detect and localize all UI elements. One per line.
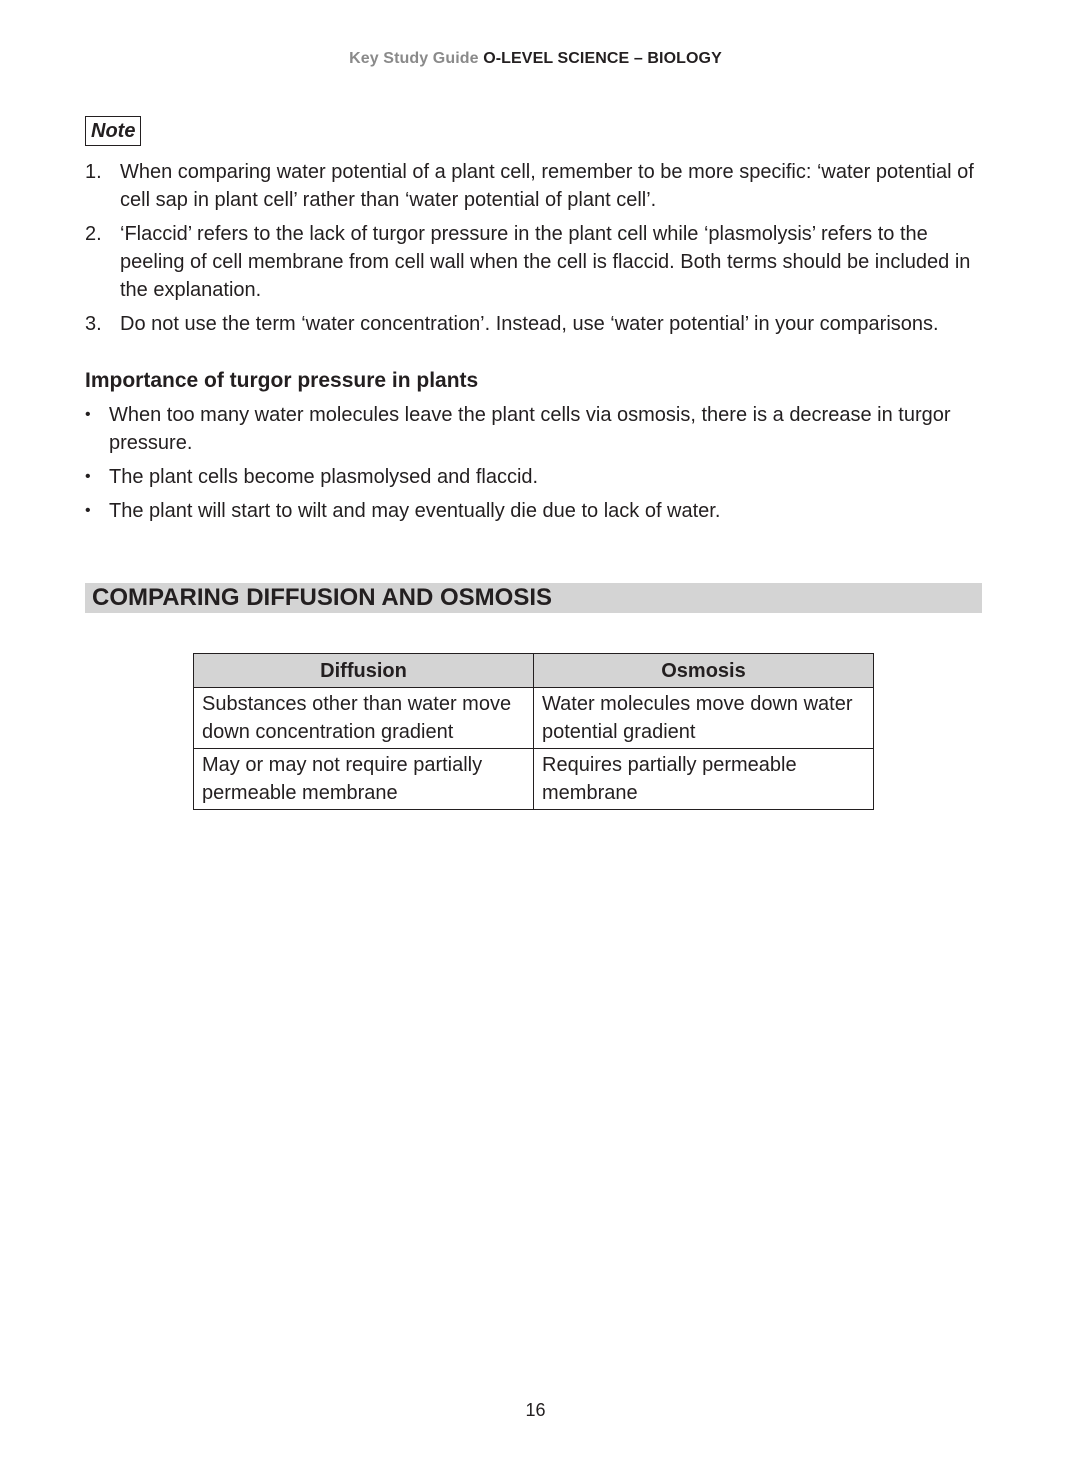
bullet-text: The plant cells become plasmolysed and flaccid. [109,466,539,488]
note-item-text: Do not use the term ‘water concentration’. Instead, use ‘water potential’ in your comparisons. [120,313,939,335]
comparison-table [193,653,874,810]
page-number: 16 [525,1400,546,1420]
header-guide-title: Key Study Guide [349,50,479,67]
table-row [194,749,874,810]
note-list-item [85,220,985,304]
bullet-list-item [85,497,985,525]
note-list-item [85,158,985,214]
table-row [194,688,874,749]
section-heading-bar [85,583,982,613]
note-item-text: ‘Flaccid’ refers to the lack of turgor pressure in the plant cell while ‘plasmolysis’ refers to the peeling of cell membrane from cell wall when the cell is flaccid. Both terms should be included in the explanation. [120,223,971,301]
bullet-list-item [85,401,985,457]
note-label-box [85,116,141,146]
turgor-subheading: Importance of turgor pressure in plants [85,369,479,392]
table-cell: Water molecules move down water potential gradient [534,688,874,749]
table-header-cell: Diffusion [194,654,534,688]
bullet-list-item [85,463,985,491]
bullet-icon: • [85,406,91,423]
bullet-text: The plant will start to wilt and may eventually die due to lack of water. [109,500,721,522]
bullet-icon: • [85,502,91,519]
bullet-text: When too many water molecules leave the plant cells via osmosis, there is a decrease in turgor pressure. [109,404,951,454]
table-cell: Substances other than water move down concentration gradient [194,688,534,749]
note-item-number: 2. [85,223,102,245]
table-header-cell: Osmosis [534,654,874,688]
note-list [85,158,985,344]
note-list-item [85,310,985,338]
running-header [0,50,1071,68]
note-item-number: 3. [85,313,102,335]
table-cell: May or may not require partially permeable membrane [194,749,534,810]
note-item-text: When comparing water potential of a plant cell, remember to be more specific: ‘water potential of cell sap in plant cell’ rather than ‘water potential of plant cell’. [120,161,974,211]
note-item-number: 1. [85,161,102,183]
section-heading: COMPARING DIFFUSION AND OSMOSIS [92,584,553,611]
header-subject-title: O-LEVEL SCIENCE – BIOLOGY [483,50,722,67]
table-header-row [194,654,874,688]
note-label: Note [91,120,136,142]
bullet-icon: • [85,468,91,485]
turgor-bullet-list [85,401,985,531]
table-cell: Requires partially permeable membrane [534,749,874,810]
